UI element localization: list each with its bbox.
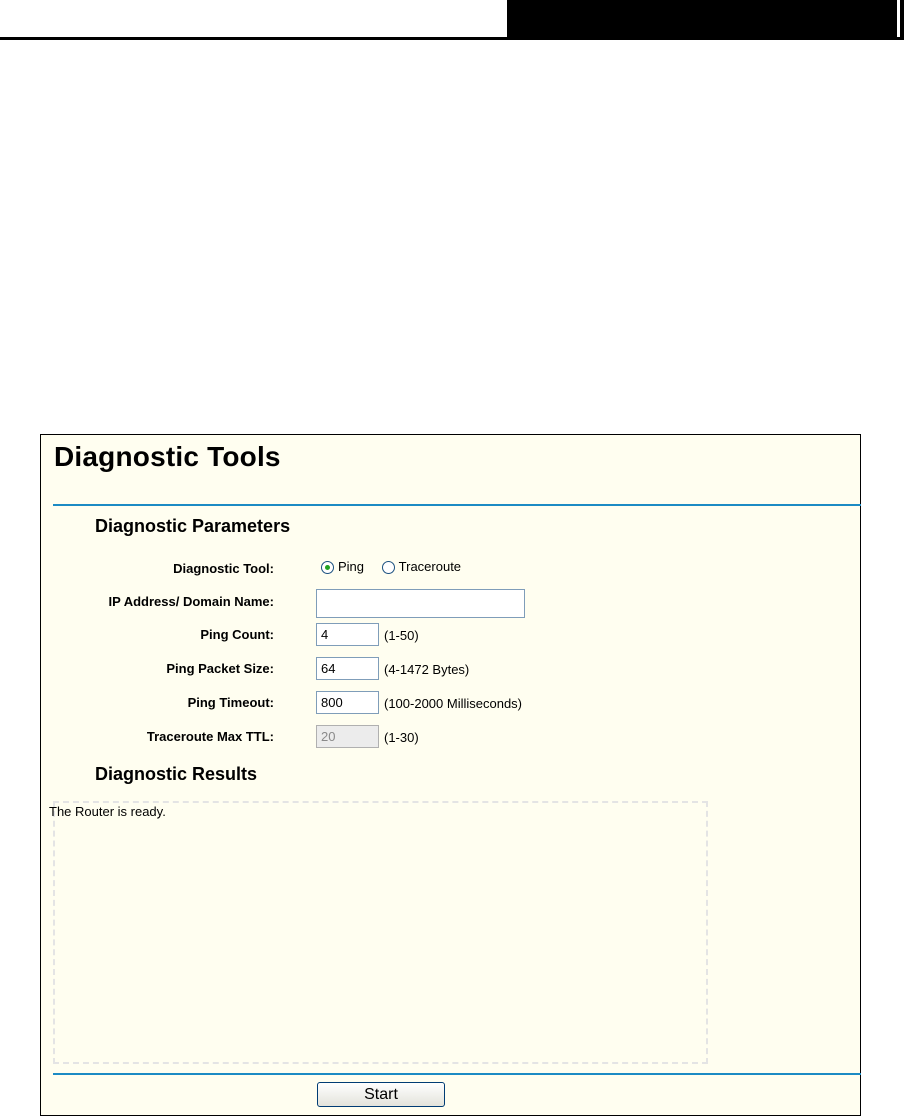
diagnostic-tool-radio-group: [321, 559, 475, 574]
ping-packet-size-hint: (4-1472 Bytes): [384, 662, 470, 677]
ping-packet-size-input[interactable]: [316, 657, 379, 680]
traceroute-max-ttl-label: Traceroute Max TTL:: [146, 729, 274, 744]
ping-timeout-input[interactable]: [316, 691, 379, 714]
ping-count-label: Ping Count:: [200, 627, 274, 642]
document-header-rule: [0, 37, 904, 40]
section-title-parameters: Diagnostic Parameters: [95, 516, 291, 536]
traceroute-radio[interactable]: [382, 561, 395, 574]
diagnostic-tools-panel: [40, 434, 861, 1116]
traceroute-max-ttl-hint: (1-30): [384, 730, 419, 745]
ping-radio-label[interactable]: Ping: [338, 559, 365, 574]
ip-address-label: IP Address/ Domain Name:: [108, 594, 274, 609]
ping-packet-size-label: Ping Packet Size:: [166, 661, 274, 676]
ping-timeout-label: Ping Timeout:: [187, 695, 274, 710]
traceroute-radio-label[interactable]: Traceroute: [398, 559, 462, 574]
title-divider: [53, 504, 861, 506]
start-button[interactable]: Start: [317, 1082, 445, 1107]
results-text: The Router is ready.: [49, 804, 166, 819]
ip-address-input[interactable]: [316, 589, 525, 618]
section-title-results: Diagnostic Results: [95, 764, 258, 784]
traceroute-max-ttl-input[interactable]: [316, 725, 379, 748]
ping-timeout-hint: (100-2000 Milliseconds): [384, 696, 523, 711]
document-header-black-bar: [507, 0, 897, 38]
page-title: Diagnostic Tools: [54, 441, 281, 472]
ping-count-hint: (1-50): [384, 628, 419, 643]
footer-divider: [53, 1073, 861, 1075]
diagnostic-tool-label: Diagnostic Tool:: [173, 561, 274, 576]
ping-radio[interactable]: [321, 561, 334, 574]
results-box: [53, 801, 708, 1064]
ping-count-input[interactable]: [316, 623, 379, 646]
document-header-black-bar-tail: [900, 0, 904, 38]
